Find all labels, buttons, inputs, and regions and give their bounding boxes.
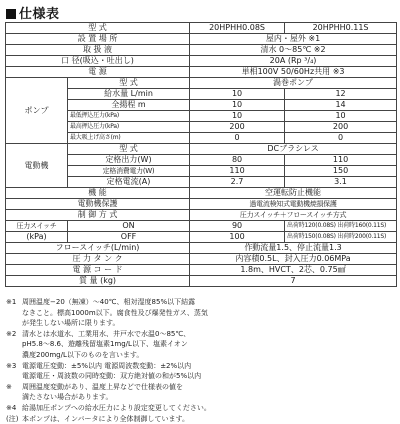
cord-label: 電 源 コ ー ド <box>6 265 190 276</box>
motor-consumption-1: 110 <box>190 166 285 177</box>
table-row <box>6 210 397 221</box>
pump-min-pressure-label: 最低押込圧力(kPa) <box>68 111 190 122</box>
switch-label: 圧力スイッチ <box>6 221 68 232</box>
table-row <box>6 276 397 287</box>
note-5 <box>6 403 396 414</box>
pump-min-pressure-2: 10 <box>285 111 397 122</box>
liquid-label: 取 扱 液 <box>6 45 190 56</box>
install-value: 屋内・屋外 ※1 <box>190 34 397 45</box>
table-row <box>6 221 397 232</box>
pump-max-lift-label: 最大吸上げ高さ(m) <box>68 133 190 144</box>
note-line: 本ポンプは、インバータにより全体制御しています。 <box>22 414 189 423</box>
table-row <box>6 144 397 155</box>
table-row <box>6 34 397 45</box>
switch-on-label: ON <box>68 221 190 232</box>
pump-group-label: ポンプ <box>6 78 68 144</box>
table-row <box>6 265 397 276</box>
tank-value: 内容積0.5L、封入圧力0.06MPa <box>190 254 397 265</box>
mass-label: 質 量 (kg) <box>6 276 190 287</box>
note-text <box>22 361 396 382</box>
pump-head-1: 10 <box>190 100 285 111</box>
pump-type-label: 型 式 <box>68 78 190 89</box>
note-mark: ※1 <box>6 298 17 306</box>
protect-label: 電動機保護 <box>6 199 190 210</box>
note-line: 周囲温度変動があり、温度上昇などで仕様表の値を <box>22 382 183 391</box>
note-text <box>22 414 396 424</box>
note-text <box>22 297 396 329</box>
note-text <box>22 403 396 414</box>
motor-type-value: DCブラシレス <box>190 144 397 155</box>
mass-value: 7 <box>190 276 397 287</box>
pump-max-lift-2: 0 <box>285 133 397 144</box>
table-row <box>6 67 397 78</box>
pump-max-pressure-1: 200 <box>190 122 285 133</box>
note-mark: (注) <box>6 414 19 423</box>
note-line: なきこと。標高1000m以下。腐食性及び爆発性ガス、蒸気 <box>22 308 208 317</box>
heading-text: 仕様表 <box>19 7 60 22</box>
power-label: 電 源 <box>6 67 190 78</box>
note-line: 電源電圧変動：±5%以内 電源周波数変動：±2%以内 <box>22 361 192 370</box>
spec-table <box>5 22 397 287</box>
model-1: 20HPHH0.08S <box>190 23 285 34</box>
note-line: 電源電圧・周波数の同時変動：双方絶対値の和が5%以内 <box>22 372 202 381</box>
note-text <box>22 329 396 361</box>
note-line: が発生しない場所に限ります。 <box>22 319 120 328</box>
install-label: 設 置 場 所 <box>6 34 190 45</box>
note-line: 給湯加圧ポンプへの給水圧力により設定変更してください。 <box>22 403 211 412</box>
table-row <box>6 56 397 67</box>
pump-max-pressure-2: 200 <box>285 122 397 133</box>
note-mark: ※ <box>6 382 12 391</box>
cord-value: 1.8m、HVCT、2芯、0.75㎟ <box>190 265 397 276</box>
table-row <box>6 232 397 243</box>
power-value: 単相100V 50/60Hz共用 ※3 <box>190 67 397 78</box>
motor-output-label: 定格出力(W) <box>68 155 190 166</box>
motor-consumption-2: 150 <box>285 166 397 177</box>
pump-head-label: 全揚程 m <box>68 100 190 111</box>
control-value: 圧力スイッチ＋フロースイッチ方式 <box>190 210 397 221</box>
function-value: 空運転防止機能 <box>190 188 397 199</box>
flowswitch-value: 作動流量1.5、停止流量1.3 <box>190 243 397 254</box>
motor-current-label: 定格電流(A) <box>68 177 190 188</box>
pump-min-pressure-1: 10 <box>190 111 285 122</box>
notes-block <box>6 297 396 424</box>
note-mark: ※4 <box>6 403 17 412</box>
note-6 <box>6 414 396 424</box>
note-1 <box>6 297 396 329</box>
type-label: 型 式 <box>6 23 190 34</box>
pump-flow-label: 給水量 L/min <box>68 89 190 100</box>
table-row <box>6 199 397 210</box>
model-2: 20HPHH0.11S <box>285 23 397 34</box>
flowswitch-label: フロースイッチ(L/min) <box>6 243 190 254</box>
motor-current-2: 3.1 <box>285 177 397 188</box>
switch-off-value: 100 <box>190 232 285 243</box>
note-line: 濃度200mg/L以下のものを言います。 <box>22 350 144 359</box>
protect-value: 過電流検知式電動機焼損保護 <box>190 199 397 210</box>
switch-off-note: 出荷時150(0.08S) 出荷時200(0.11S) <box>285 232 397 243</box>
switch-on-value: 90 <box>190 221 285 232</box>
motor-output-1: 80 <box>190 155 285 166</box>
switch-unit: (kPa) <box>6 232 68 243</box>
bore-label: 口 径(吸込・吐出し) <box>6 56 190 67</box>
bore-value: 20A (Rp ³/₄) <box>190 56 397 67</box>
pump-flow-2: 12 <box>285 89 397 100</box>
note-line: pH5.8〜8.6、遊離残留塩素1mg/L以下、塩素イオン <box>22 340 188 349</box>
pump-max-lift-1: 0 <box>190 133 285 144</box>
motor-output-2: 110 <box>285 155 397 166</box>
pump-type-value: 渦巻ポンプ <box>190 78 397 89</box>
function-label: 機 能 <box>6 188 190 199</box>
note-line: 周囲温度−20（無凍）〜40℃、相対湿度85%以下結露 <box>22 298 196 306</box>
switch-off-label: OFF <box>68 232 190 243</box>
heading-square-icon <box>6 9 16 19</box>
control-label: 制 御 方 式 <box>6 210 190 221</box>
motor-type-label: 型 式 <box>68 144 190 155</box>
motor-group-label: 電動機 <box>6 144 68 188</box>
motor-consumption-label: 定格消費電力(W) <box>68 166 190 177</box>
table-row <box>6 23 397 34</box>
switch-on-note: 出荷時120(0.08S) 出荷時160(0.11S) <box>285 221 397 232</box>
note-mark: ※3 <box>6 361 17 370</box>
tank-label: 圧 力 タ ン ク <box>6 254 190 265</box>
table-row <box>6 254 397 265</box>
note-mark: ※2 <box>6 329 17 338</box>
motor-current-1: 2.7 <box>190 177 285 188</box>
liquid-value: 清水 0～85℃ ※2 <box>190 45 397 56</box>
note-3 <box>6 361 396 382</box>
table-row <box>6 78 397 89</box>
pump-head-2: 14 <box>285 100 397 111</box>
table-row <box>6 188 397 199</box>
note-line: 満たさない場合があります。 <box>22 393 113 402</box>
table-row <box>6 45 397 56</box>
table-row <box>6 243 397 254</box>
note-2 <box>6 329 396 361</box>
pump-flow-1: 10 <box>190 89 285 100</box>
note-line: 清水とは水道水、工業用水、井戸水で水温0〜85℃、 <box>22 329 191 338</box>
pump-max-pressure-label: 最高押込圧力(kPa) <box>68 122 190 133</box>
spec-heading <box>6 3 60 22</box>
